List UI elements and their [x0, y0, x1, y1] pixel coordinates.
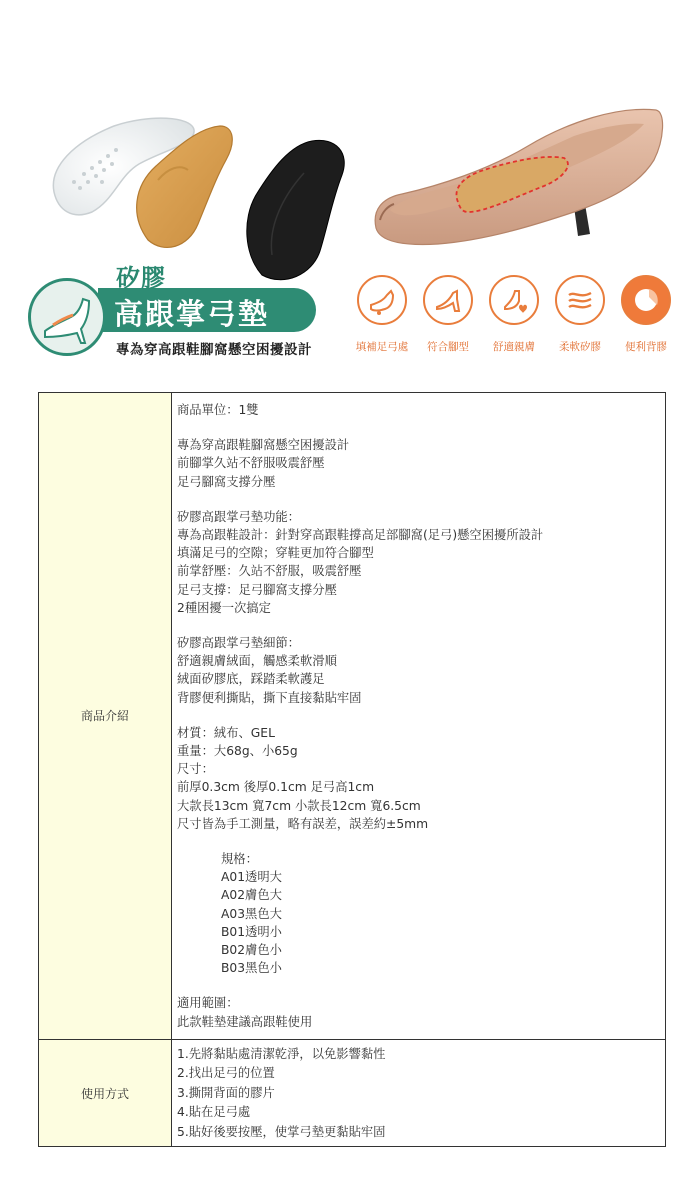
- feature-label: 符合腳型: [427, 341, 469, 353]
- function-line: 填滿足弓的空隙；穿鞋更加符合腳型: [177, 546, 374, 561]
- feature-label: 柔軟矽膠: [559, 341, 601, 353]
- tan-insole-image: [128, 120, 238, 260]
- product-spec-table: [38, 392, 666, 1147]
- summary-line: 足弓腳窩支撐分壓: [177, 474, 276, 489]
- variants-title: 規格：: [221, 852, 258, 867]
- function-line: 2種困擾一次搞定: [177, 600, 271, 615]
- scope-block: [177, 994, 657, 1030]
- usage-step: 3.撕開背面的膠片: [177, 1085, 275, 1100]
- usage-header: 使用方式: [39, 1039, 172, 1147]
- usage-content: [172, 1039, 666, 1147]
- feature-item: [416, 275, 480, 354]
- brand-title: 高跟掌弓墊: [114, 297, 270, 331]
- brand-sub-title: 矽膠: [116, 264, 166, 292]
- spec-line: 前厚0.3cm 後厚0.1cm 足弓高1cm: [177, 780, 375, 795]
- variant-item: A02膚色大: [221, 888, 282, 903]
- intro-header: 商品介紹: [39, 393, 172, 1040]
- summary-line: 前腳掌久站不舒服吸震舒壓: [177, 456, 325, 471]
- spec-line: 重量：大68g、小65g: [177, 744, 298, 759]
- high-heel-foot-icon: [423, 275, 473, 325]
- function-line: 前掌舒壓：久站不舒服，吸震舒壓: [177, 564, 362, 579]
- peel-sticker-icon: [621, 275, 671, 325]
- usage-step: 4.貼在足弓處: [177, 1105, 251, 1120]
- functions-block: [177, 508, 657, 617]
- intro-content: [172, 393, 666, 1040]
- variant-item: A03黑色大: [221, 906, 282, 921]
- unit-line: 商品單位：1雙: [177, 403, 259, 417]
- feature-item: [482, 275, 546, 354]
- summary-line: 專為穿高跟鞋腳窩懸空困擾設計: [177, 438, 350, 453]
- summary-block: [177, 436, 657, 491]
- usage-row: [39, 1039, 666, 1147]
- scope-title: 適用範圍：: [177, 996, 239, 1011]
- variant-item: B03黑色小: [221, 961, 282, 976]
- usage-step: 5.貼好後要按壓，使掌弓墊更黏貼牢固: [177, 1124, 386, 1139]
- intro-row: [39, 393, 666, 1040]
- specs-block: [177, 724, 657, 833]
- heel-foot-logo-icon: [28, 278, 106, 356]
- function-line: 足弓支撐：足弓腳窩支撐分壓: [177, 582, 337, 597]
- feature-item: [614, 275, 678, 354]
- detail-line: 絨面矽膠底，踩踏柔軟護足: [177, 672, 325, 687]
- function-line: 專為高跟鞋設計：針對穿高跟鞋撐高足部腳窩(足弓)懸空困擾所設計: [177, 528, 544, 543]
- details-block: [177, 634, 657, 707]
- usage-step: 2.找出足弓的位置: [177, 1066, 275, 1081]
- feature-item: [548, 275, 612, 354]
- functions-title: 矽膠高跟掌弓墊功能：: [177, 509, 300, 524]
- product-banner: [0, 0, 700, 380]
- usage-step: 1.先將黏貼處清潔乾淨，以免影響黏性: [177, 1046, 386, 1061]
- feature-label: 便利背膠: [625, 341, 667, 353]
- details-title: 矽膠高跟掌弓墊細節：: [177, 636, 300, 651]
- high-heel-shoe-image: [368, 100, 668, 260]
- unit-block: [177, 401, 657, 419]
- brand-logo-block: [28, 258, 348, 358]
- spec-line: 尺寸皆為手工測量，略有誤差，誤差約±5mm: [177, 816, 429, 831]
- brand-slogan: 專為穿高跟鞋腳窩懸空困擾設計: [116, 342, 312, 358]
- foot-heart-icon: [489, 275, 539, 325]
- variant-item: B02膚色小: [221, 943, 282, 958]
- scope-line: 此款鞋墊建議高跟鞋使用: [177, 1014, 313, 1029]
- feature-label: 填補足弓處: [355, 341, 409, 353]
- feature-item: [350, 275, 414, 354]
- spec-line: 大款長13cm 寬7cm 小款長12cm 寬6.5cm: [177, 798, 421, 813]
- foot-arch-icon: [357, 275, 407, 325]
- soft-waves-icon: [555, 275, 605, 325]
- detail-line: 背膠便利撕貼，撕下直接黏貼牢固: [177, 690, 362, 705]
- feature-icons: [350, 275, 680, 355]
- spec-line: 材質：絨布、GEL: [177, 725, 275, 740]
- variants-block: [177, 850, 657, 977]
- spec-line: 尺寸：: [177, 762, 214, 777]
- variant-item: B01透明小: [221, 924, 282, 939]
- detail-line: 舒適親膚絨面，觸感柔軟滑順: [177, 654, 337, 669]
- variant-item: A01透明大: [221, 870, 282, 885]
- feature-label: 舒適親膚: [493, 341, 535, 353]
